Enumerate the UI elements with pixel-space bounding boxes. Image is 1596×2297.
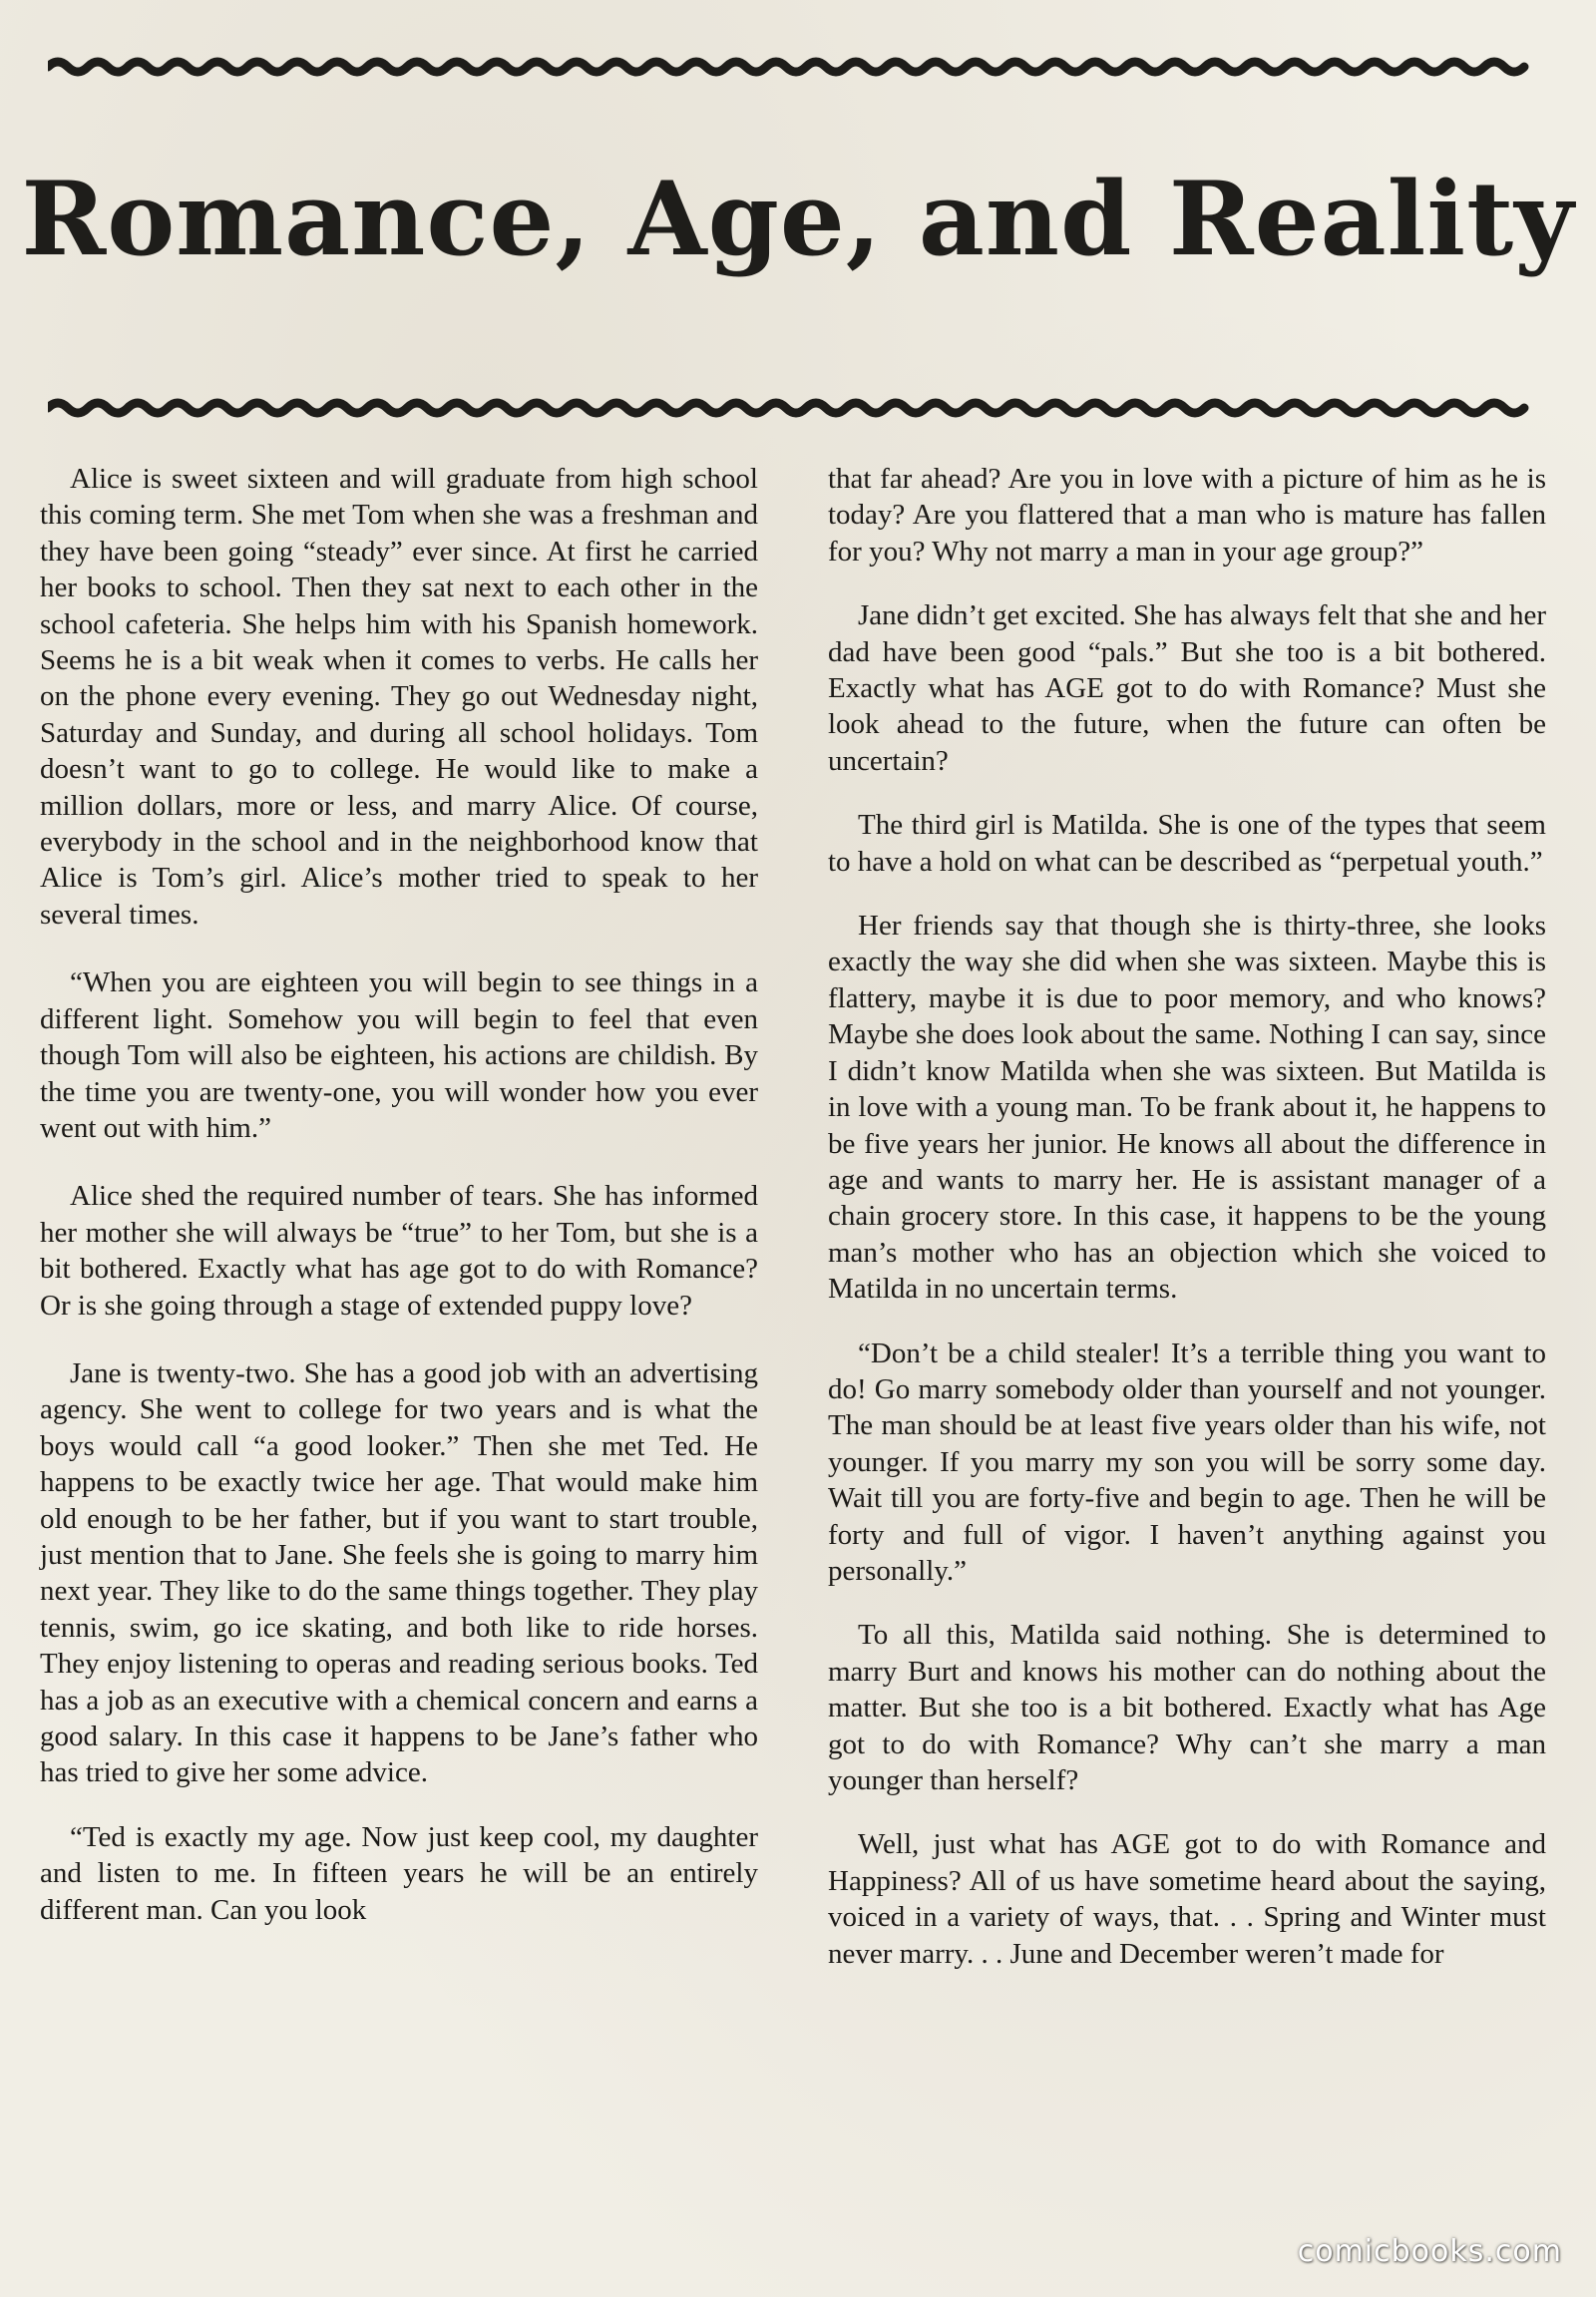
paragraph-father-quote-cont: that far ahead? Are you in love with a picture of him as he is today? Are you flattered that a man who is mature has fallen for you? Why not marry a man in your age group?” <box>828 463 1546 568</box>
paragraph-matilda-friends: Her friends say that though she is thirty-three, she looks exactly the way she did when she was sixteen. Maybe this is flattery, maybe it is due to poor memory, and who knows? Maybe she does look about the same. Nothing I can say, since I didn’t know Matilda when she was sixteen. But Matilda is in love with a young man. To be frank about it, he happens to be five years her junior. He knows all about the difference in age and wants to marry her. He is assistant manager of a chain grocery store. In this case, it happens to be the young man’s mother who has an objection which she voiced to Matilda in no uncertain terms. <box>828 910 1546 1306</box>
left-column <box>40 461 758 1960</box>
paragraph-matilda-response: To all this, Matilda said nothing. She is determined to marry Burt and knows his mother can do nothing about the matter. But she too is a bit bothered. Exactly what has Age got to do with Romance? Why can’t she marry a man younger than herself? <box>828 1619 1546 1796</box>
paragraph-jane-intro: Jane is twenty-two. She has a good job with an advertising agency. She went to college for two years and is what the boys would call “a good looker.” Then she met Ted. He happens to be exactly twice her age. That would make him old enough to be her father, but if you want to start trouble, just mention that to Jane. She feels she is going to marry him next year. They like to do the same things together. They play tennis, swim, go ice skating, and both like to ride horses. They enjoy listening to operas and reading serious books. Ted has a job as an executive with a chemical concern and earns a good salary. In this case it happens to be Jane’s father who has tried to give her some advice. <box>40 1356 758 1789</box>
paragraph-matilda-intro: The third girl is Matilda. She is one of the types that seem to have a hold on what can be described as “perpetual youth.” <box>828 809 1546 878</box>
bottom-wavy-rule <box>48 391 1544 425</box>
paragraph-mother-objection: “Don’t be a child stealer! It’s a terrible thing you want to do! Go marry somebody older than yourself and not younger. The man should be at least five years older than his wife, not younger. If you marry my son you will be sorry some day. Wait till you are forty-five and begin to age. Then he will be forty and full of vigor. I haven’t anything against you personally.” <box>828 1337 1546 1587</box>
paragraph-alice-intro: Alice is sweet sixteen and will graduate from high school this coming term. She met Tom when she was a freshman and they have been going “steady” ever since. At first he carried her books to school. Then they sat next to each other in the school cafeteria. She helps him with his Spanish homework. Seems he is a bit weak when it comes to verbs. He calls her on the phone every evening. They go out Wednesday night, Saturday and Sunday, and during all school holidays. Tom doesn’t want to go to college. He would like to make a million dollars, more or less, and marry Alice. Of course, everybody in the school and in the neighborhood know that Alice is Tom’s girl. Alice’s mother tried to speak to her several times. <box>40 463 758 931</box>
paragraph-jane-reaction: Jane didn’t get excited. She has always felt that she and her dad have been good “pals.” But she too is a bit bothered. Exactly what has AGE got to do with Romance? Must she look ahead to the future, when the future can often be uncertain? <box>828 599 1546 777</box>
paragraph-mother-quote: “When you are eighteen you will begin to see things in a different light. Somehow you will begin to feel that even though Tom will also be eighteen, his actions are childish. By the time you are twenty-one, you will wonder how you ever went out with him.” <box>40 966 758 1144</box>
right-column <box>828 461 1546 2000</box>
top-wavy-rule <box>48 50 1544 84</box>
paragraph-father-quote: “Ted is exactly my age. Now just keep cool, my daughter and listen to me. In fifteen years he will be an entirely different man. Can you look <box>40 1820 758 1926</box>
paragraph-alice-tears: Alice shed the required number of tears. She has informed her mother she will always be “true” to her Tom, but she is a bit bothered. Exactly what has age got to do with Romance? Or is she going through a stage of extended puppy love? <box>40 1180 758 1322</box>
paragraph-conclusion: Well, just what has AGE got to do with Romance and Happiness? All of us have sometime heard about the saying, voiced in a variety of ways, that. . . Spring and Winter must never marry. . . June and December weren’t made for <box>828 1828 1546 1970</box>
article-title: Romance, Age, and Reality <box>21 160 1575 279</box>
site-watermark: comicbooks.com <box>1297 2234 1562 2269</box>
